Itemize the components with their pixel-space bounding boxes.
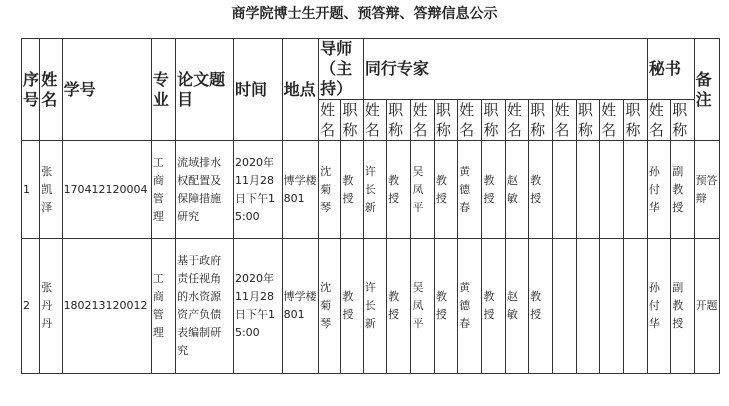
subheader-expert2-title: 职称 (434, 100, 457, 141)
cell-expert4-title: 教授 (529, 141, 553, 239)
cell-secretary-title: 副教授 (671, 141, 694, 239)
cell-expert3-title: 教授 (482, 239, 505, 374)
col-header-student-id: 学号 (62, 39, 151, 141)
header-row (22, 39, 720, 100)
col-header-experts: 同行专家 (363, 39, 647, 100)
cell-secretary-name: 孙付华 (647, 141, 670, 239)
col-header-major: 专业 (151, 39, 175, 141)
cell-expert5-title (576, 239, 599, 374)
cell-student-id: 180213120012 (62, 239, 151, 374)
cell-expert5-title (576, 141, 599, 239)
cell-seq: 2 (22, 239, 40, 374)
cell-advisor-name: 沈菊琴 (319, 141, 341, 239)
col-header-seq: 序号 (22, 39, 40, 141)
cell-time: 2020年11月28日下午15:00 (233, 141, 282, 239)
info-table (21, 38, 720, 374)
cell-expert4-name: 赵敏 (505, 239, 528, 374)
col-header-advisor: 导师（主持） (319, 39, 364, 100)
cell-expert5-name (553, 239, 576, 374)
cell-expert5-name (553, 141, 576, 239)
cell-secretary-name: 孙付华 (647, 239, 670, 374)
cell-expert6-title (624, 239, 647, 374)
cell-expert1-name: 许长新 (363, 239, 386, 374)
cell-advisor-title: 教授 (341, 141, 363, 239)
cell-expert6-title (624, 141, 647, 239)
cell-name: 张丹丹 (40, 239, 62, 374)
col-header-name: 姓名 (40, 39, 62, 141)
subheader-expert6-title: 职称 (624, 100, 647, 141)
col-header-secretary: 秘书 (647, 39, 694, 100)
subheader-expert3-name: 姓名 (458, 100, 482, 141)
cell-expert2-name: 吴凤平 (411, 239, 434, 374)
subheader-expert4-name: 姓名 (505, 100, 528, 141)
subheader-expert1-title: 职称 (387, 100, 411, 141)
subheader-secretary-title: 职称 (671, 100, 694, 141)
table-row (22, 141, 720, 239)
subheader-expert1-name: 姓名 (363, 100, 386, 141)
cell-expert4-name: 赵敏 (505, 141, 528, 239)
cell-student-id: 170412120004 (62, 141, 151, 239)
cell-expert3-title: 教授 (482, 141, 505, 239)
cell-expert2-title: 教授 (434, 141, 457, 239)
cell-location: 博学楼801 (282, 141, 319, 239)
subheader-secretary-name: 姓名 (647, 100, 670, 141)
subheader-advisor-title: 职称 (341, 100, 363, 141)
col-header-remarks: 备注 (694, 39, 719, 141)
cell-expert2-title: 教授 (434, 239, 457, 374)
cell-advisor-title: 教授 (341, 239, 363, 374)
subheader-expert4-title: 职称 (529, 100, 553, 141)
cell-expert1-name: 许长新 (363, 141, 386, 239)
cell-secretary-title: 副教授 (671, 239, 694, 374)
cell-thesis: 流域排水权配置及保障措施研究 (176, 141, 234, 239)
cell-expert4-title: 教授 (529, 239, 553, 374)
subheader-expert3-title: 职称 (482, 100, 505, 141)
subheader-expert2-name: 姓名 (411, 100, 434, 141)
cell-expert6-name (600, 141, 624, 239)
page-title: 商学院博士生开题、预答辩、答辩信息公示 (231, 6, 498, 22)
col-header-thesis: 论文题目 (176, 39, 234, 141)
subheader-expert5-name: 姓名 (553, 100, 576, 141)
cell-expert6-name (600, 239, 624, 374)
cell-name: 张凯泽 (40, 141, 62, 239)
cell-expert2-name: 吴凤平 (411, 141, 434, 239)
cell-major: 工商管理 (151, 239, 175, 374)
table-row (22, 239, 720, 374)
col-header-time: 时间 (233, 39, 282, 141)
subheader-expert6-name: 姓名 (600, 100, 624, 141)
subheader-expert5-title: 职称 (576, 100, 599, 141)
col-header-location: 地点 (282, 39, 319, 141)
cell-time: 2020年11月28日下午15:00 (233, 239, 282, 374)
cell-remarks: 开题 (694, 239, 719, 374)
cell-thesis: 基于政府责任视角的水资源资产负债表编制研究 (176, 239, 234, 374)
cell-major: 工商管理 (151, 141, 175, 239)
cell-expert3-name: 黄德春 (458, 141, 482, 239)
cell-expert1-title: 教授 (387, 141, 411, 239)
cell-expert3-name: 黄德春 (458, 239, 482, 374)
subheader-advisor-name: 姓名 (319, 100, 341, 141)
cell-advisor-name: 沈菊琴 (319, 239, 341, 374)
cell-remarks: 预答辩 (694, 141, 719, 239)
cell-expert1-title: 教授 (387, 239, 411, 374)
cell-location: 博学楼801 (282, 239, 319, 374)
cell-seq: 1 (22, 141, 40, 239)
